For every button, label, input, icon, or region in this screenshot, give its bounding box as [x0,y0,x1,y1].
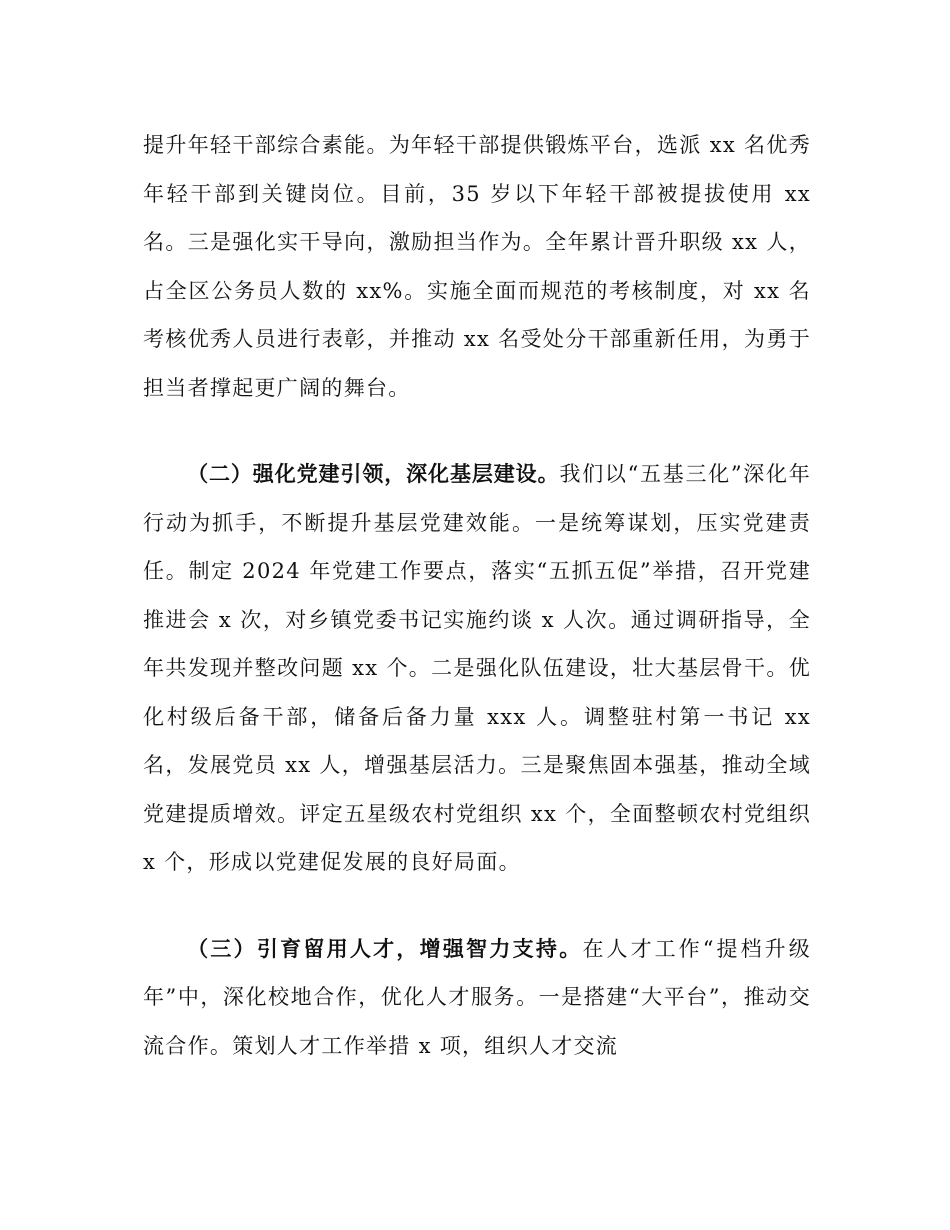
paragraph-text: 我们以“五基三化”深化年行动为抓手，不断提升基层党建效能。一是统筹谋划，压实党建责任。制定 2024 年党建工作要点，落实“五抓五促”举措，召开党建推进会 x 次，对乡镇党委书记实施约谈 x 人次。通过调研指导，全年共发现并整改问题 xx 个。二是强化队伍建设，壮大基层骨干。优化村级后备干部，储备后备力量 xxx 人。调整驻村第一书记 xx 名，发展党员 xx 人，增强基层活力。三是聚焦固本强基，推动全域党建提质增效。评定五星级农村党组织 xx 个，全面整顿农村党组织 x 个，形成以党建促发展的良好局面。 [143,462,812,874]
document-body [143,121,811,1070]
section-heading-talent: （三）引育留用人才，增强智力支持。 [187,936,583,961]
section-heading-party-building: （二）强化党建引领，深化基层建设。 [187,462,560,486]
paragraph-talent [143,925,811,1071]
paragraph-text: 提升年轻干部综合素能。为年轻干部提供锻炼平台，选派 xx 名优秀年轻干部到关键岗位。目前，35 岁以下年轻干部被提拔使用 xx 名。三是强化实干导向，激励担当作为。全年累计晋升职级 xx 人，占全区公务员人数的 xx%。实施全面而规范的考核制度，对 xx 名考核优秀人员进行表彰，并推动 xx 名受处分干部重新任用，为勇于担当者撑起更广阔的舞台。 [143,133,811,400]
paragraph-party-building [143,450,811,887]
paragraph-gap [143,412,811,450]
paragraph-text: 在人才工作“提档升级年”中，深化校地合作，优化人才服务。一是搭建“大平台”，推动交流合作。策划人才工作举措 x 项，组织人才交流 [143,936,811,1058]
paragraph-gap [143,887,811,925]
paragraph-cadre-development [143,121,811,412]
